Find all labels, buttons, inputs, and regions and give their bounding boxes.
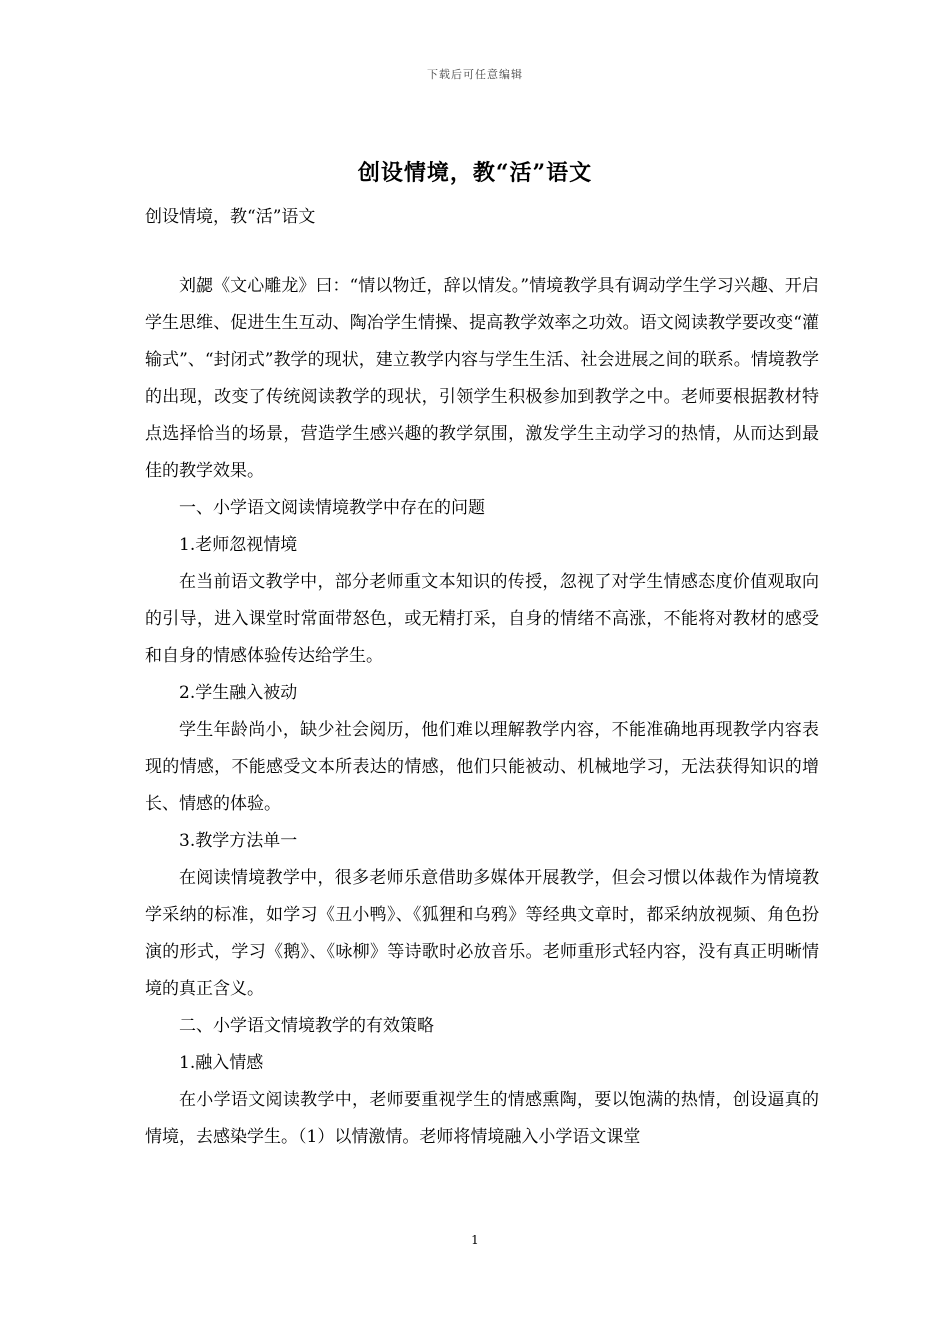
subheading-2-1: 1.融入情感 [179, 1053, 264, 1073]
page-number: 1 [471, 1233, 479, 1247]
paragraph-1-2: 学生年龄尚小，缺少社会阅历，他们难以理解教学内容，不能准确地再现教学内容表现的情感，不能感受文本所表达的情感，他们只能被动、机械地学习，无法获得知识的增长、情感的体验。 [145, 720, 819, 814]
document-subtitle: 创设情境，教“活”语文 [145, 207, 316, 227]
subheading-1-2: 2.学生融入被动 [179, 683, 298, 703]
paragraph-1-3: 在阅读情境教学中，很多老师乐意借助多媒体开展教学，但会习惯以体裁作为情境教学采纳的标准，如学习《丑小鸭》、《狐狸和乌鸦》等经典文章时，都采纳放视频、角色扮演的形式，学习《鹅》、《咏柳》等诗歌时必放音乐。老师重形式轻内容，没有真正明晰情境的真正含义。 [145, 868, 819, 999]
paragraph-intro: 刘勰《文心雕龙》曰：“情以物迁，辞以情发。”情境教学具有调动学生学习兴趣、开启学生思维、促进生生互动、陶冶学生情操、提高教学效率之功效。语文阅读教学要改变“灌输式”、“封闭式”教学的现状，建立教学内容与学生生活、社会进展之间的联系。情境教学的出现，改变了传统阅读教学的现状，引领学生积极参加到教学之中。老师要根据教材特点选择恰当的场景，营造学生感兴趣的教学氛围，激发学生主动学习的热情，从而达到最佳的教学效果。 [145, 276, 819, 481]
paragraph-2-1: 在小学语文阅读教学中，老师要重视学生的情感熏陶，要以饱满的热情，创设逼真的情境，去感染学生。（1）以情激情。老师将情境融入小学语文课堂 [145, 1090, 819, 1147]
header-note: 下载后可任意编辑 [427, 68, 523, 81]
paragraph-1-1: 在当前语文教学中，部分老师重文本知识的传授，忽视了对学生情感态度价值观取向的引导，进入课堂时常面带怒色，或无精打采，自身的情绪不高涨，不能将对教材的感受和自身的情感体验传达给学生。 [145, 572, 819, 666]
document-title: 创设情境，教“活”语文 [357, 160, 593, 186]
subheading-1-1: 1.老师忽视情境 [179, 535, 298, 555]
section-heading-1: 一、小学语文阅读情境教学中存在的问题 [179, 498, 485, 518]
document-body [145, 268, 819, 1156]
section-heading-2: 二、小学语文情境教学的有效策略 [179, 1016, 434, 1036]
subheading-1-3: 3.教学方法单一 [179, 831, 298, 851]
